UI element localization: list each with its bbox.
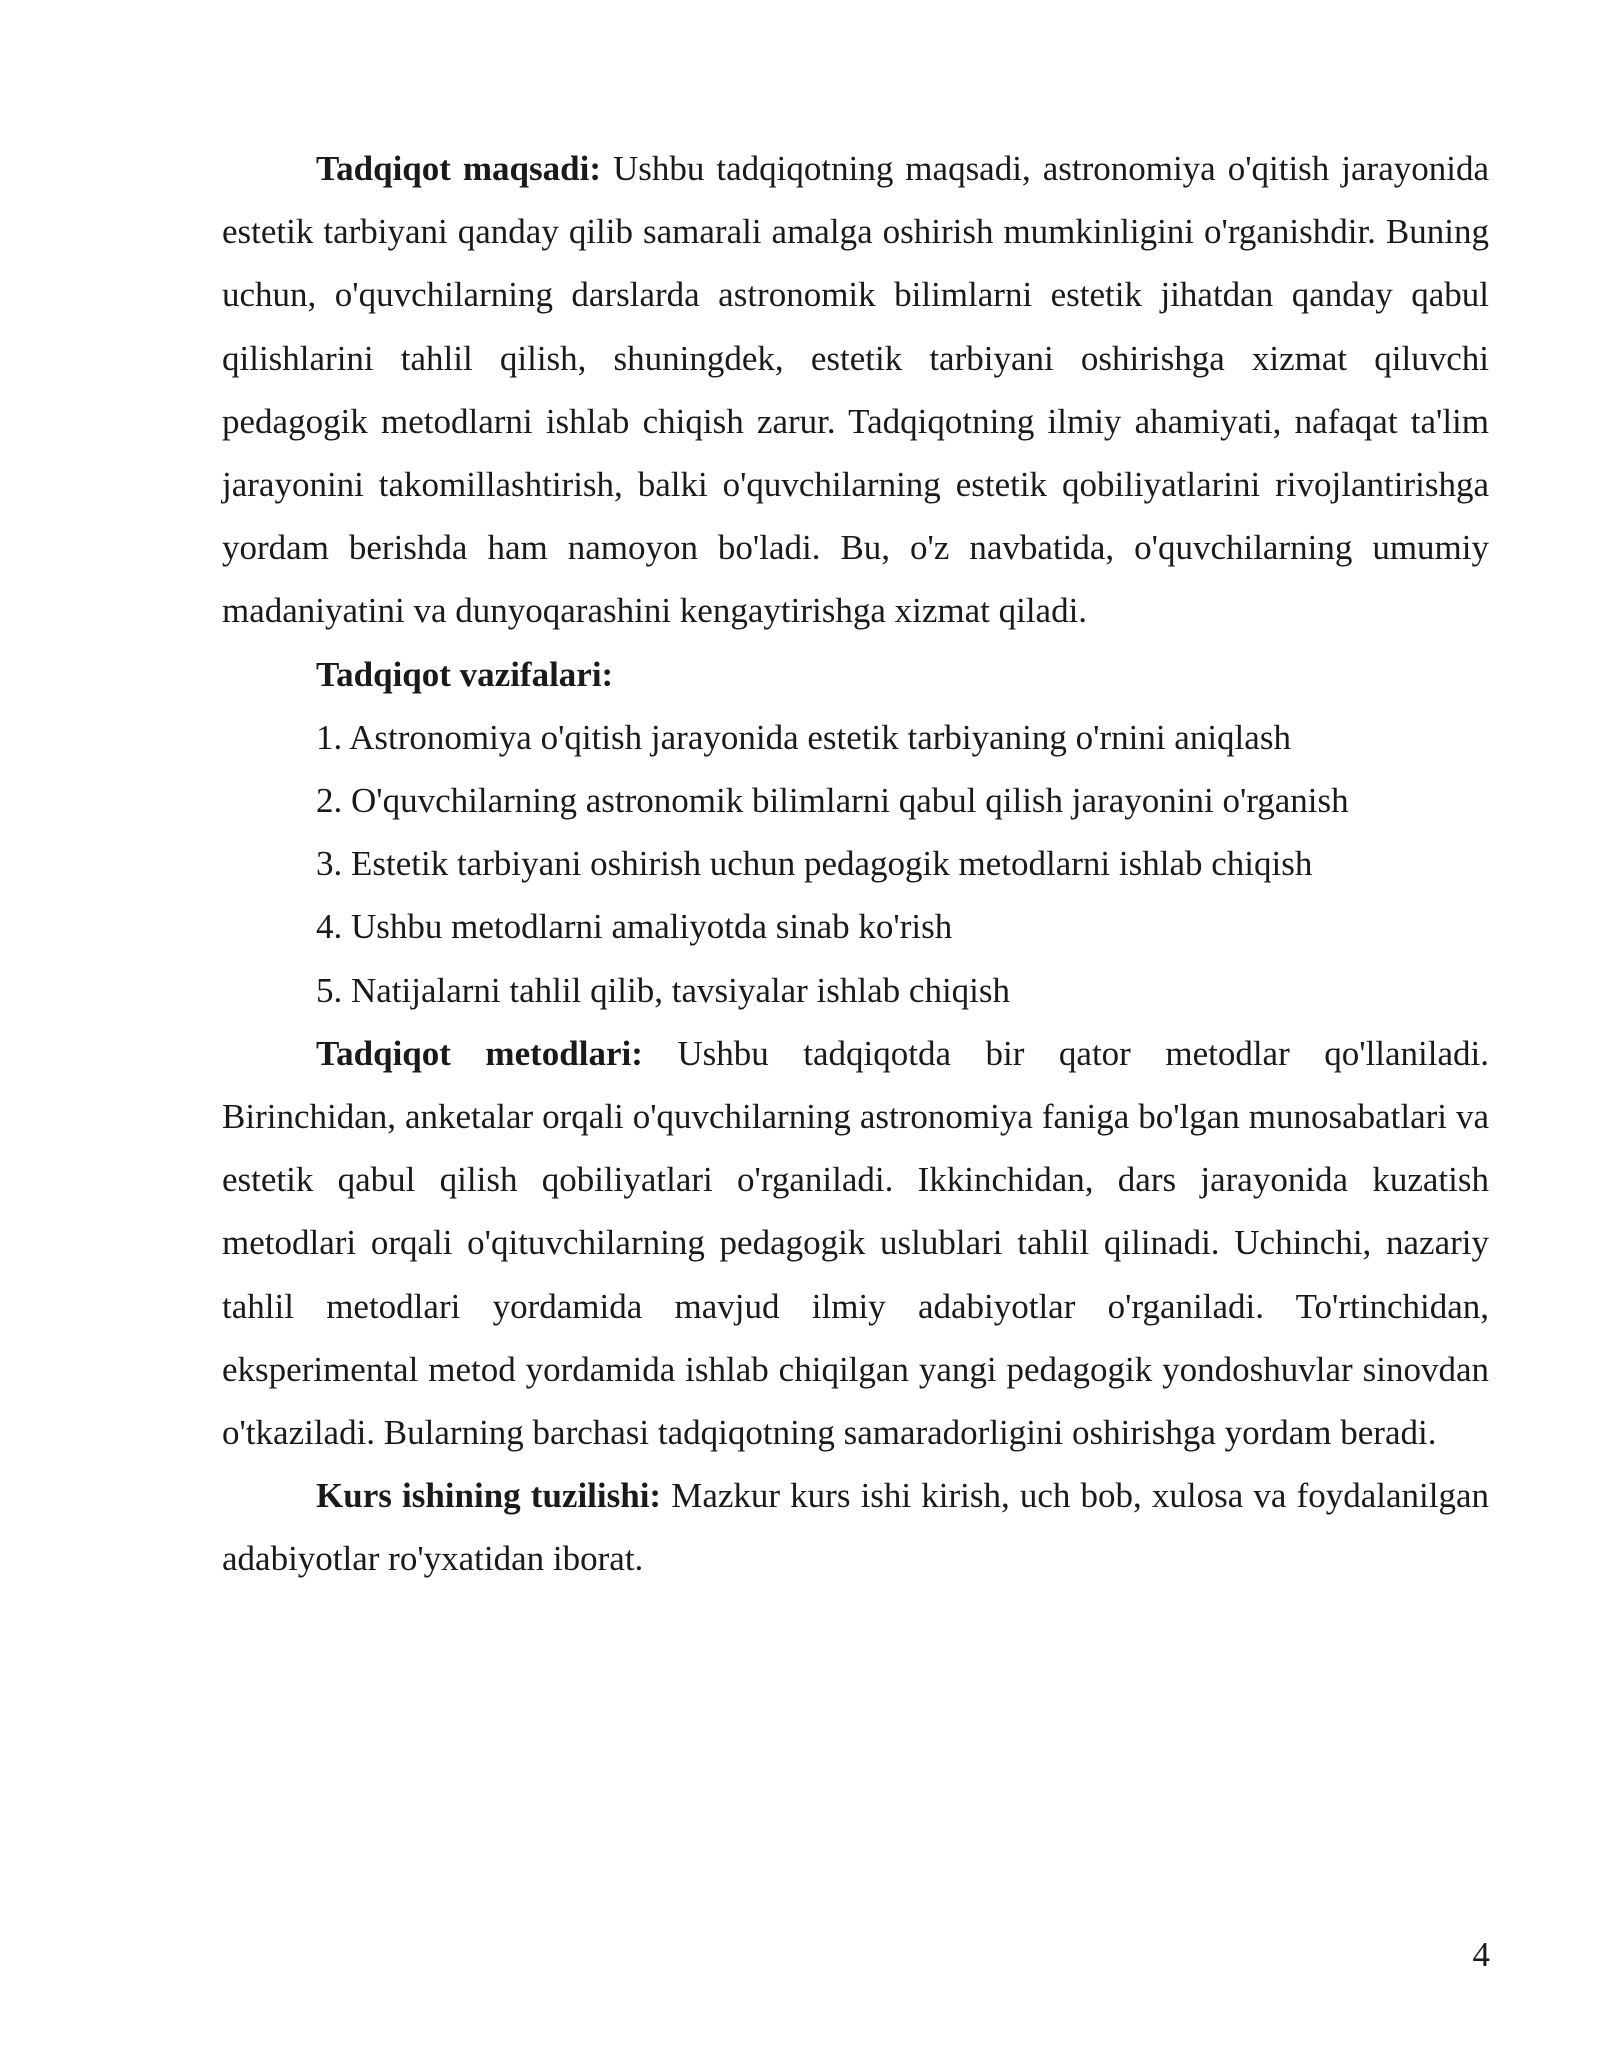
list-item: 3. Estetik tarbiyani oshirish uchun pedagogik metodlarni ishlab chiqish xyxy=(316,844,1313,884)
text-metodlar: Ushbu tadqiqotda bir qator metodlar qo'llaniladi. Birinchidan, anketalar orqali o'quvchilarning astronomiya faniga bo'lgan munosabatlari va estetik qabul qilish qobiliyatlari o'rganiladi. Ikkinchidan, dars jarayonida kuzatish metodlari orqali o'qituvchilarning pedagogik uslublari tahlil qilinadi. Uchinchi, nazariy tahlil metodlari yordamida mavjud ilmiy adabiyotlar o'rganiladi. To'rtinchidan, eksperimental metod yordamida ishlab chiqilgan yangi pedagogik yondoshuvlar sinovdan o'tkaziladi. Bularning barchasi tadqiqotning samaradorligini oshirishga yordam beradi. xyxy=(222,1033,1490,1453)
heading-metodlar: Tadqiqot metodlari: xyxy=(316,1033,643,1073)
list-item: 4. Ushbu metodlarni amaliyotda sinab ko'rish xyxy=(316,907,953,947)
page-number: 4 xyxy=(1472,1935,1490,1974)
document-page xyxy=(222,137,1489,1591)
paragraph-maqsad xyxy=(222,137,1489,643)
heading-maqsad: Tadqiqot maqsadi: xyxy=(316,149,601,188)
text-maqsad: Ushbu tadqiqotning maqsadi, astronomiya o'qitish jarayonida estetik tarbiyani qanday qilib samarali amalga oshirish mumkinligini o'rganishdir. Buning uchun, o'quvchilarning darslarda astronomik bilimlarni estetik jihatdan qanday qabul qilishlarini tahlil qilish, shuningdek, estetik tarbiyani oshirishga xizmat qiluvchi pedagogik metodlarni ishlab chiqish zarur. Tadqiqotning ilmiy ahamiyati, nafaqat ta'lim jarayonini takomillashtirish, balki o'quvchilarning estetik qobiliyatlarini rivojlantirishga yordam berishda ham namoyon bo'ladi. Bu, o'z navbatida, o'quvchilarning umumiy madaniyatini va dunyoqarashini kengaytirishga xizmat qiladi. xyxy=(222,149,1489,631)
paragraph-tuzilish xyxy=(222,1464,1489,1590)
list-item: 2. O'quvchilarning astronomik bilimlarni qabul qilish jarayonini o'rganish xyxy=(316,781,1349,821)
paragraph-metodlar xyxy=(222,1022,1489,1464)
heading-vazifalar: Tadqiqot vazifalari: xyxy=(316,654,614,694)
text-tuzilish: Mazkur kurs ishi kirish, uch bob, xulosa va foydalanilgan adabiyotlar ro'yxatidan iborat. xyxy=(222,1476,1489,1579)
list-item: 1. Astronomiya o'qitish jarayonida estetik tarbiyaning o'rnini aniqlash xyxy=(316,717,1291,757)
heading-tuzilish: Kurs ishining tuzilishi: xyxy=(316,1476,662,1516)
list-item: 5. Natijalarni tahlil qilib, tavsiyalar ishlab chiqish xyxy=(316,970,1011,1010)
